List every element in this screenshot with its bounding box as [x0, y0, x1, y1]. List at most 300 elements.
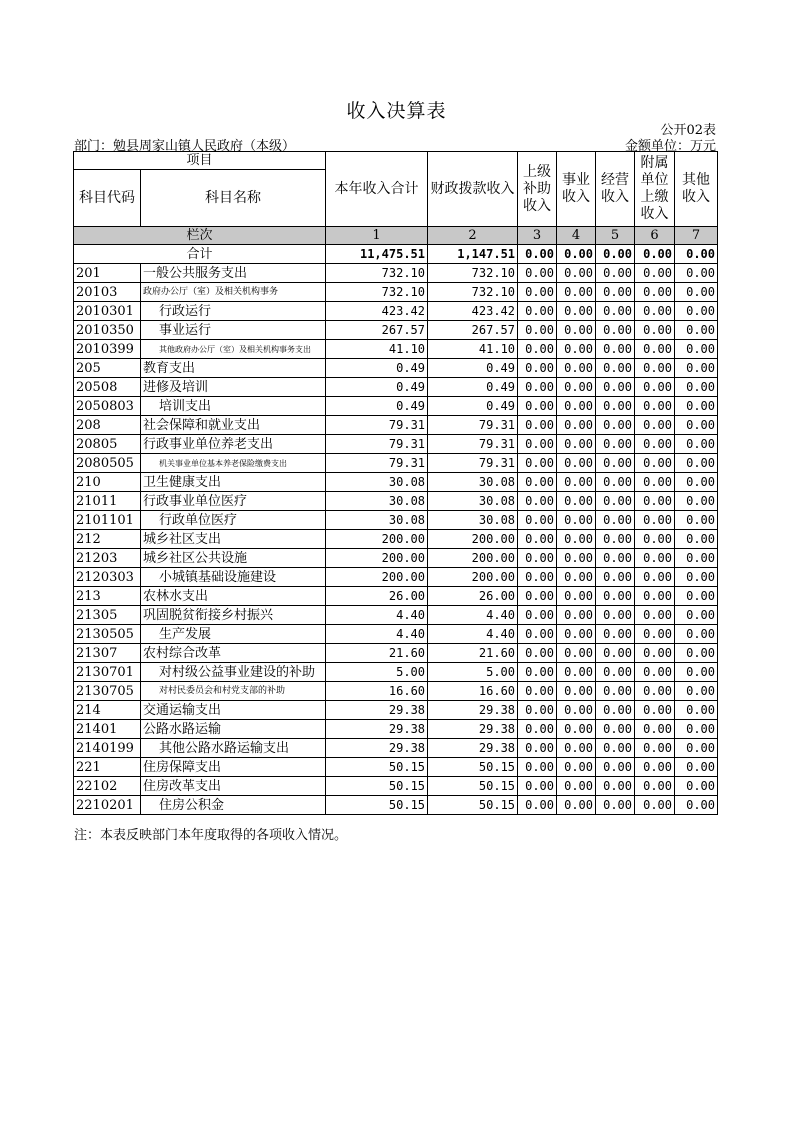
amount-cell: 0.00: [635, 720, 675, 739]
amount-cell: 0.00: [596, 283, 635, 302]
subject-code: 20103: [74, 283, 141, 302]
table-row: [74, 397, 718, 416]
amount-cell: 0.00: [596, 359, 635, 378]
subject-name: 其他政府办公厅（室）及相关机构事务支出: [141, 340, 326, 359]
amount-cell: 0.00: [518, 682, 557, 701]
subject-name: 公路水路运输: [141, 720, 326, 739]
amount-cell: 50.15: [428, 758, 518, 777]
amount-cell: 0.00: [596, 473, 635, 492]
amount-cell: 0.00: [518, 359, 557, 378]
amount-cell: 0.00: [518, 606, 557, 625]
subject-code: 2010399: [74, 340, 141, 359]
amount-cell: 0.00: [557, 283, 596, 302]
table-row: [74, 587, 718, 606]
column-number: 5: [596, 227, 635, 245]
table-row: [74, 283, 718, 302]
amount-cell: 0.00: [596, 682, 635, 701]
amount-cell: 0.00: [557, 473, 596, 492]
amount-cell: 732.10: [428, 264, 518, 283]
table-row: [74, 359, 718, 378]
amount-cell: 0.00: [635, 682, 675, 701]
amount-cell: 41.10: [326, 340, 428, 359]
subject-code: 2140199: [74, 739, 141, 758]
amount-cell: 0.00: [675, 340, 718, 359]
total-value: 1,147.51: [428, 245, 518, 264]
amount-cell: 21.60: [428, 644, 518, 663]
subject-code: 2101101: [74, 511, 141, 530]
amount-cell: 26.00: [326, 587, 428, 606]
subject-code: 2130505: [74, 625, 141, 644]
amount-cell: 79.31: [326, 454, 428, 473]
table-row: [74, 777, 718, 796]
table-row: [74, 378, 718, 397]
amount-cell: 0.00: [557, 777, 596, 796]
amount-cell: 0.00: [518, 511, 557, 530]
amount-cell: 0.00: [518, 549, 557, 568]
amount-cell: 0.00: [635, 549, 675, 568]
amount-cell: 0.00: [675, 587, 718, 606]
subject-name: 行政事业单位养老支出: [141, 435, 326, 454]
amount-cell: 0.00: [557, 568, 596, 587]
amount-cell: 41.10: [428, 340, 518, 359]
amount-cell: 0.00: [596, 701, 635, 720]
amount-cell: 0.00: [557, 644, 596, 663]
amount-cell: 0.00: [675, 416, 718, 435]
subject-name: 卫生健康支出: [141, 473, 326, 492]
amount-cell: 4.40: [326, 606, 428, 625]
subject-name: 机关事业单位基本养老保险缴费支出: [141, 454, 326, 473]
amount-cell: 0.00: [518, 454, 557, 473]
amount-cell: 50.15: [326, 777, 428, 796]
amount-cell: 0.00: [635, 340, 675, 359]
header-operation: 经营收入: [596, 152, 635, 227]
amount-cell: 0.00: [675, 625, 718, 644]
amount-cell: 0.00: [596, 340, 635, 359]
table-row: [74, 302, 718, 321]
amount-cell: 29.38: [326, 720, 428, 739]
amount-cell: 0.00: [675, 473, 718, 492]
table-row: [74, 568, 718, 587]
amount-cell: 0.00: [557, 511, 596, 530]
header-total-income: 本年收入合计: [326, 152, 428, 227]
amount-cell: 0.00: [557, 530, 596, 549]
table-row: [74, 321, 718, 340]
amount-cell: 0.00: [518, 416, 557, 435]
subject-name: 住房公积金: [141, 796, 326, 815]
amount-unit-label: 金额单位：万元: [624, 139, 716, 154]
total-value: 0.00: [557, 245, 596, 264]
subject-code: 2010350: [74, 321, 141, 340]
amount-cell: 0.00: [557, 720, 596, 739]
header-affiliated: 附属单位上缴收入: [635, 152, 675, 227]
table-row: [74, 416, 718, 435]
table-row: [74, 720, 718, 739]
table-row: [74, 492, 718, 511]
amount-cell: 0.00: [675, 511, 718, 530]
amount-cell: 29.38: [326, 739, 428, 758]
subject-code: 2210201: [74, 796, 141, 815]
subject-code: 2080505: [74, 454, 141, 473]
amount-cell: 4.40: [326, 625, 428, 644]
amount-cell: 0.00: [596, 758, 635, 777]
amount-cell: 0.00: [596, 663, 635, 682]
subject-code: 21305: [74, 606, 141, 625]
amount-cell: 79.31: [326, 416, 428, 435]
table-row: [74, 530, 718, 549]
total-value: 0.00: [675, 245, 718, 264]
amount-cell: 0.00: [596, 511, 635, 530]
amount-cell: 29.38: [428, 739, 518, 758]
amount-cell: 0.00: [635, 492, 675, 511]
subject-code: 205: [74, 359, 141, 378]
amount-cell: 0.49: [428, 378, 518, 397]
amount-cell: 0.00: [675, 644, 718, 663]
amount-cell: 0.00: [635, 359, 675, 378]
amount-cell: 0.49: [326, 359, 428, 378]
subject-code: 21401: [74, 720, 141, 739]
subject-code: 21307: [74, 644, 141, 663]
total-value: 0.00: [635, 245, 675, 264]
amount-cell: 0.00: [596, 397, 635, 416]
amount-cell: 0.00: [635, 321, 675, 340]
subject-name: 交通运输支出: [141, 701, 326, 720]
amount-cell: 732.10: [326, 283, 428, 302]
table-row: [74, 454, 718, 473]
subject-code: 214: [74, 701, 141, 720]
amount-cell: 0.00: [557, 397, 596, 416]
amount-cell: 5.00: [326, 663, 428, 682]
amount-cell: 0.00: [518, 283, 557, 302]
subject-code: 221: [74, 758, 141, 777]
amount-cell: 0.00: [518, 796, 557, 815]
header-superior: 上级补助收入: [518, 152, 557, 227]
amount-cell: 0.00: [518, 340, 557, 359]
amount-cell: 0.00: [557, 378, 596, 397]
amount-cell: 5.00: [428, 663, 518, 682]
subject-code: 20805: [74, 435, 141, 454]
amount-cell: 0.00: [557, 663, 596, 682]
subject-code: 2120303: [74, 568, 141, 587]
amount-cell: 0.00: [635, 777, 675, 796]
subject-name: 教育支出: [141, 359, 326, 378]
amount-cell: 200.00: [326, 530, 428, 549]
column-number: 1: [326, 227, 428, 245]
subject-code: 2130701: [74, 663, 141, 682]
amount-cell: 200.00: [428, 549, 518, 568]
header-business: 事业收入: [557, 152, 596, 227]
amount-cell: 0.00: [596, 587, 635, 606]
amount-cell: 0.00: [675, 758, 718, 777]
amount-cell: 0.00: [557, 302, 596, 321]
column-number: 3: [518, 227, 557, 245]
subject-name: 对村级公益事业建设的补助: [141, 663, 326, 682]
subject-code: 2050803: [74, 397, 141, 416]
department-label: 部门：勉县周家山镇人民政府（本级）: [74, 139, 296, 154]
amount-cell: 79.31: [326, 435, 428, 454]
subject-name: 行政运行: [141, 302, 326, 321]
subject-name: 城乡社区公共设施: [141, 549, 326, 568]
footnote: 注：本表反映部门本年度取得的各项收入情况。: [74, 828, 348, 843]
amount-cell: 200.00: [326, 568, 428, 587]
subject-name: 进修及培训: [141, 378, 326, 397]
amount-cell: 0.00: [557, 796, 596, 815]
subject-code: 2010301: [74, 302, 141, 321]
amount-cell: 0.00: [596, 302, 635, 321]
amount-cell: 0.00: [518, 701, 557, 720]
amount-cell: 30.08: [428, 492, 518, 511]
amount-cell: 50.15: [428, 777, 518, 796]
total-value: 11,475.51: [326, 245, 428, 264]
amount-cell: 0.00: [635, 378, 675, 397]
amount-cell: 0.00: [596, 454, 635, 473]
amount-cell: 0.00: [635, 473, 675, 492]
table-row: [74, 758, 718, 777]
amount-cell: 423.42: [428, 302, 518, 321]
amount-cell: 79.31: [428, 454, 518, 473]
amount-cell: 4.40: [428, 625, 518, 644]
table-row: [74, 701, 718, 720]
amount-cell: 0.00: [675, 701, 718, 720]
amount-cell: 16.60: [326, 682, 428, 701]
income-table: [73, 151, 718, 815]
amount-cell: 0.00: [675, 283, 718, 302]
amount-cell: 79.31: [428, 416, 518, 435]
subject-name: 社会保障和就业支出: [141, 416, 326, 435]
amount-cell: 0.00: [518, 397, 557, 416]
amount-cell: 0.00: [635, 701, 675, 720]
amount-cell: 267.57: [428, 321, 518, 340]
amount-cell: 200.00: [326, 549, 428, 568]
subject-code: 213: [74, 587, 141, 606]
amount-cell: 0.00: [635, 283, 675, 302]
header-item: 项目: [74, 152, 326, 170]
amount-cell: 0.00: [675, 549, 718, 568]
amount-cell: 0.00: [675, 492, 718, 511]
amount-cell: 0.00: [557, 758, 596, 777]
amount-cell: 79.31: [428, 435, 518, 454]
subject-name: 培训支出: [141, 397, 326, 416]
amount-cell: 0.00: [557, 492, 596, 511]
table-row: [74, 625, 718, 644]
table-row: [74, 796, 718, 815]
table-row: [74, 549, 718, 568]
amount-cell: 0.00: [557, 435, 596, 454]
amount-cell: 0.00: [635, 302, 675, 321]
amount-cell: 0.00: [557, 264, 596, 283]
amount-cell: 0.00: [596, 321, 635, 340]
amount-cell: 0.00: [518, 302, 557, 321]
amount-cell: 0.00: [518, 663, 557, 682]
amount-cell: 26.00: [428, 587, 518, 606]
amount-cell: 0.00: [635, 454, 675, 473]
amount-cell: 0.00: [635, 625, 675, 644]
amount-cell: 0.00: [596, 796, 635, 815]
amount-cell: 16.60: [428, 682, 518, 701]
table-row: [74, 473, 718, 492]
total-value: 0.00: [596, 245, 635, 264]
amount-cell: 200.00: [428, 568, 518, 587]
subject-name: 城乡社区支出: [141, 530, 326, 549]
header-name: 科目名称: [141, 170, 326, 227]
subject-name: 一般公共服务支出: [141, 264, 326, 283]
amount-cell: 0.00: [596, 264, 635, 283]
amount-cell: 0.00: [635, 663, 675, 682]
amount-cell: 200.00: [428, 530, 518, 549]
table-row: [74, 682, 718, 701]
subject-code: 212: [74, 530, 141, 549]
amount-cell: 0.00: [518, 378, 557, 397]
header-code: 科目代码: [74, 170, 141, 227]
amount-cell: 0.00: [518, 435, 557, 454]
subject-name: 住房改革支出: [141, 777, 326, 796]
table-row: [74, 435, 718, 454]
amount-cell: 0.49: [428, 397, 518, 416]
table-row: [74, 644, 718, 663]
amount-cell: 0.00: [518, 568, 557, 587]
subject-code: 2130705: [74, 682, 141, 701]
amount-cell: 50.15: [428, 796, 518, 815]
amount-cell: 0.00: [518, 720, 557, 739]
subject-name: 小城镇基础设施建设: [141, 568, 326, 587]
amount-cell: 0.00: [635, 435, 675, 454]
amount-cell: 29.38: [428, 701, 518, 720]
column-number: 7: [675, 227, 718, 245]
amount-cell: 0.00: [518, 644, 557, 663]
subject-name: 政府办公厅（室）及相关机构事务: [141, 283, 326, 302]
subject-name: 行政事业单位医疗: [141, 492, 326, 511]
amount-cell: 0.00: [675, 454, 718, 473]
amount-cell: 50.15: [326, 758, 428, 777]
subject-code: 208: [74, 416, 141, 435]
subject-name: 巩固脱贫衔接乡村振兴: [141, 606, 326, 625]
header-fiscal: 财政拨款收入: [428, 152, 518, 227]
amount-cell: 0.00: [596, 435, 635, 454]
amount-cell: 0.49: [326, 378, 428, 397]
amount-cell: 0.00: [518, 587, 557, 606]
amount-cell: 0.00: [675, 568, 718, 587]
column-number: 4: [557, 227, 596, 245]
amount-cell: 0.00: [635, 264, 675, 283]
amount-cell: 0.00: [557, 321, 596, 340]
amount-cell: 0.00: [675, 796, 718, 815]
amount-cell: 732.10: [428, 283, 518, 302]
amount-cell: 0.00: [557, 606, 596, 625]
amount-cell: 0.00: [518, 625, 557, 644]
subject-code: 22102: [74, 777, 141, 796]
amount-cell: 732.10: [326, 264, 428, 283]
amount-cell: 0.00: [675, 435, 718, 454]
subject-code: 20508: [74, 378, 141, 397]
subject-code: 201: [74, 264, 141, 283]
amount-cell: 30.08: [326, 492, 428, 511]
amount-cell: 0.00: [518, 321, 557, 340]
page-title: 收入决算表: [346, 100, 447, 122]
amount-cell: 0.00: [518, 758, 557, 777]
amount-cell: 0.00: [596, 625, 635, 644]
amount-cell: 0.00: [635, 796, 675, 815]
amount-cell: 50.15: [326, 796, 428, 815]
amount-cell: 0.00: [675, 777, 718, 796]
amount-cell: 0.00: [635, 758, 675, 777]
amount-cell: 0.00: [675, 397, 718, 416]
amount-cell: 0.00: [635, 530, 675, 549]
amount-cell: 0.00: [635, 511, 675, 530]
amount-cell: 0.00: [557, 587, 596, 606]
amount-cell: 30.08: [428, 473, 518, 492]
amount-cell: 0.00: [675, 720, 718, 739]
amount-cell: 0.00: [518, 739, 557, 758]
amount-cell: 0.00: [635, 397, 675, 416]
amount-cell: 0.49: [428, 359, 518, 378]
subject-code: 21011: [74, 492, 141, 511]
form-number: 公开02表: [660, 123, 716, 138]
amount-cell: 0.00: [557, 625, 596, 644]
amount-cell: 0.00: [557, 340, 596, 359]
subject-name: 农林水支出: [141, 587, 326, 606]
total-label: 合计: [74, 245, 326, 264]
amount-cell: 0.00: [635, 587, 675, 606]
amount-cell: 0.00: [596, 739, 635, 758]
amount-cell: 0.00: [557, 549, 596, 568]
amount-cell: 0.00: [675, 321, 718, 340]
table-row: [74, 606, 718, 625]
subject-name: 事业运行: [141, 321, 326, 340]
amount-cell: 0.00: [557, 682, 596, 701]
table-row: [74, 264, 718, 283]
amount-cell: 0.00: [596, 777, 635, 796]
amount-cell: 0.00: [557, 739, 596, 758]
table-row: [74, 511, 718, 530]
amount-cell: 0.00: [557, 416, 596, 435]
amount-cell: 0.00: [518, 473, 557, 492]
column-number-row: [74, 227, 718, 245]
subject-code: 21203: [74, 549, 141, 568]
amount-cell: 0.00: [635, 644, 675, 663]
amount-cell: 0.00: [635, 416, 675, 435]
amount-cell: 423.42: [326, 302, 428, 321]
amount-cell: 0.00: [675, 606, 718, 625]
amount-cell: 0.00: [635, 606, 675, 625]
amount-cell: 29.38: [326, 701, 428, 720]
amount-cell: 0.00: [675, 663, 718, 682]
amount-cell: 0.00: [596, 549, 635, 568]
amount-cell: 21.60: [326, 644, 428, 663]
amount-cell: 0.00: [596, 644, 635, 663]
amount-cell: 30.08: [326, 473, 428, 492]
amount-cell: 0.00: [557, 454, 596, 473]
subject-name: 其他公路水路运输支出: [141, 739, 326, 758]
amount-cell: 30.08: [428, 511, 518, 530]
amount-cell: 0.00: [635, 568, 675, 587]
amount-cell: 0.00: [596, 492, 635, 511]
amount-cell: 30.08: [326, 511, 428, 530]
subject-name: 对村民委员会和村党支部的补助: [141, 682, 326, 701]
amount-cell: 0.00: [596, 530, 635, 549]
header-other: 其他收入: [675, 152, 718, 227]
amount-cell: 0.00: [518, 777, 557, 796]
amount-cell: 0.00: [557, 701, 596, 720]
subject-name: 住房保障支出: [141, 758, 326, 777]
column-number-label: 栏次: [74, 227, 326, 245]
amount-cell: 0.00: [675, 264, 718, 283]
total-value: 0.00: [518, 245, 557, 264]
amount-cell: 4.40: [428, 606, 518, 625]
table-row: [74, 663, 718, 682]
amount-cell: 0.00: [596, 568, 635, 587]
amount-cell: 267.57: [326, 321, 428, 340]
amount-cell: 0.00: [518, 264, 557, 283]
amount-cell: 0.00: [675, 739, 718, 758]
